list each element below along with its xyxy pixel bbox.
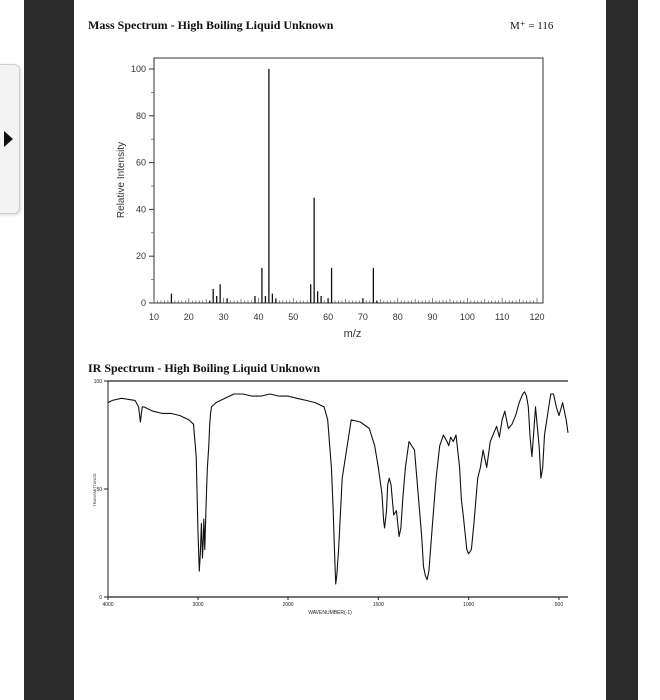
ms-y-tick-label: 100 bbox=[130, 64, 146, 74]
ir-x-tick-label: 1000 bbox=[463, 602, 475, 608]
ms-y-tick-label: 80 bbox=[135, 110, 146, 121]
ms-y-tick-label: 60 bbox=[135, 157, 146, 168]
ir-x-tick-label: 2000 bbox=[282, 602, 294, 608]
ms-y-tick-label: 20 bbox=[135, 251, 146, 262]
ir-x-tick-label: 3000 bbox=[192, 602, 204, 608]
ir-x-tick-label: 1500 bbox=[372, 602, 384, 608]
ms-x-tick-label: 20 bbox=[183, 312, 194, 322]
ir-x-tick-label: 500 bbox=[554, 602, 564, 608]
ms-molecular-ion-label: M⁺ = 116 bbox=[510, 20, 554, 32]
ms-x-tick-label: 70 bbox=[357, 312, 368, 322]
ms-x-axis-label: m/z bbox=[343, 328, 362, 340]
ms-y-tick-label: 40 bbox=[135, 204, 146, 215]
ms-y-axis-label: Relative Intensity bbox=[116, 141, 127, 219]
ir-y-tick-label: 0 bbox=[99, 595, 102, 601]
ir-x-tick-label: 4000 bbox=[102, 602, 114, 608]
ir-y-tick-label: 100 bbox=[93, 379, 102, 385]
ir-series-line bbox=[108, 392, 568, 584]
ms-x-tick-label: 110 bbox=[495, 312, 510, 322]
ir-x-axis-label: WAVENUMBER(-1) bbox=[308, 610, 352, 616]
ms-y-tick-label: 0 bbox=[140, 298, 146, 308]
ir-y-axis-label: TRANSMITTANCE bbox=[92, 473, 97, 507]
ms-x-tick-label: 10 bbox=[148, 312, 160, 322]
ms-x-tick-label: 80 bbox=[392, 312, 403, 322]
ms-x-tick-label: 100 bbox=[459, 312, 475, 322]
ms-x-tick-label: 120 bbox=[529, 312, 545, 322]
ir-title: IR Spectrum - High Boiling Liquid Unknown bbox=[88, 361, 321, 375]
ms-x-tick-label: 30 bbox=[218, 312, 229, 322]
ir-y-tick-label: 50 bbox=[96, 487, 102, 493]
ms-x-tick-label: 90 bbox=[427, 312, 438, 322]
ms-x-tick-label: 40 bbox=[253, 312, 264, 322]
ms-title: Mass Spectrum - High Boiling Liquid Unknown bbox=[88, 18, 334, 32]
ms-x-tick-label: 50 bbox=[288, 312, 299, 322]
ms-x-tick-label: 60 bbox=[323, 312, 334, 322]
